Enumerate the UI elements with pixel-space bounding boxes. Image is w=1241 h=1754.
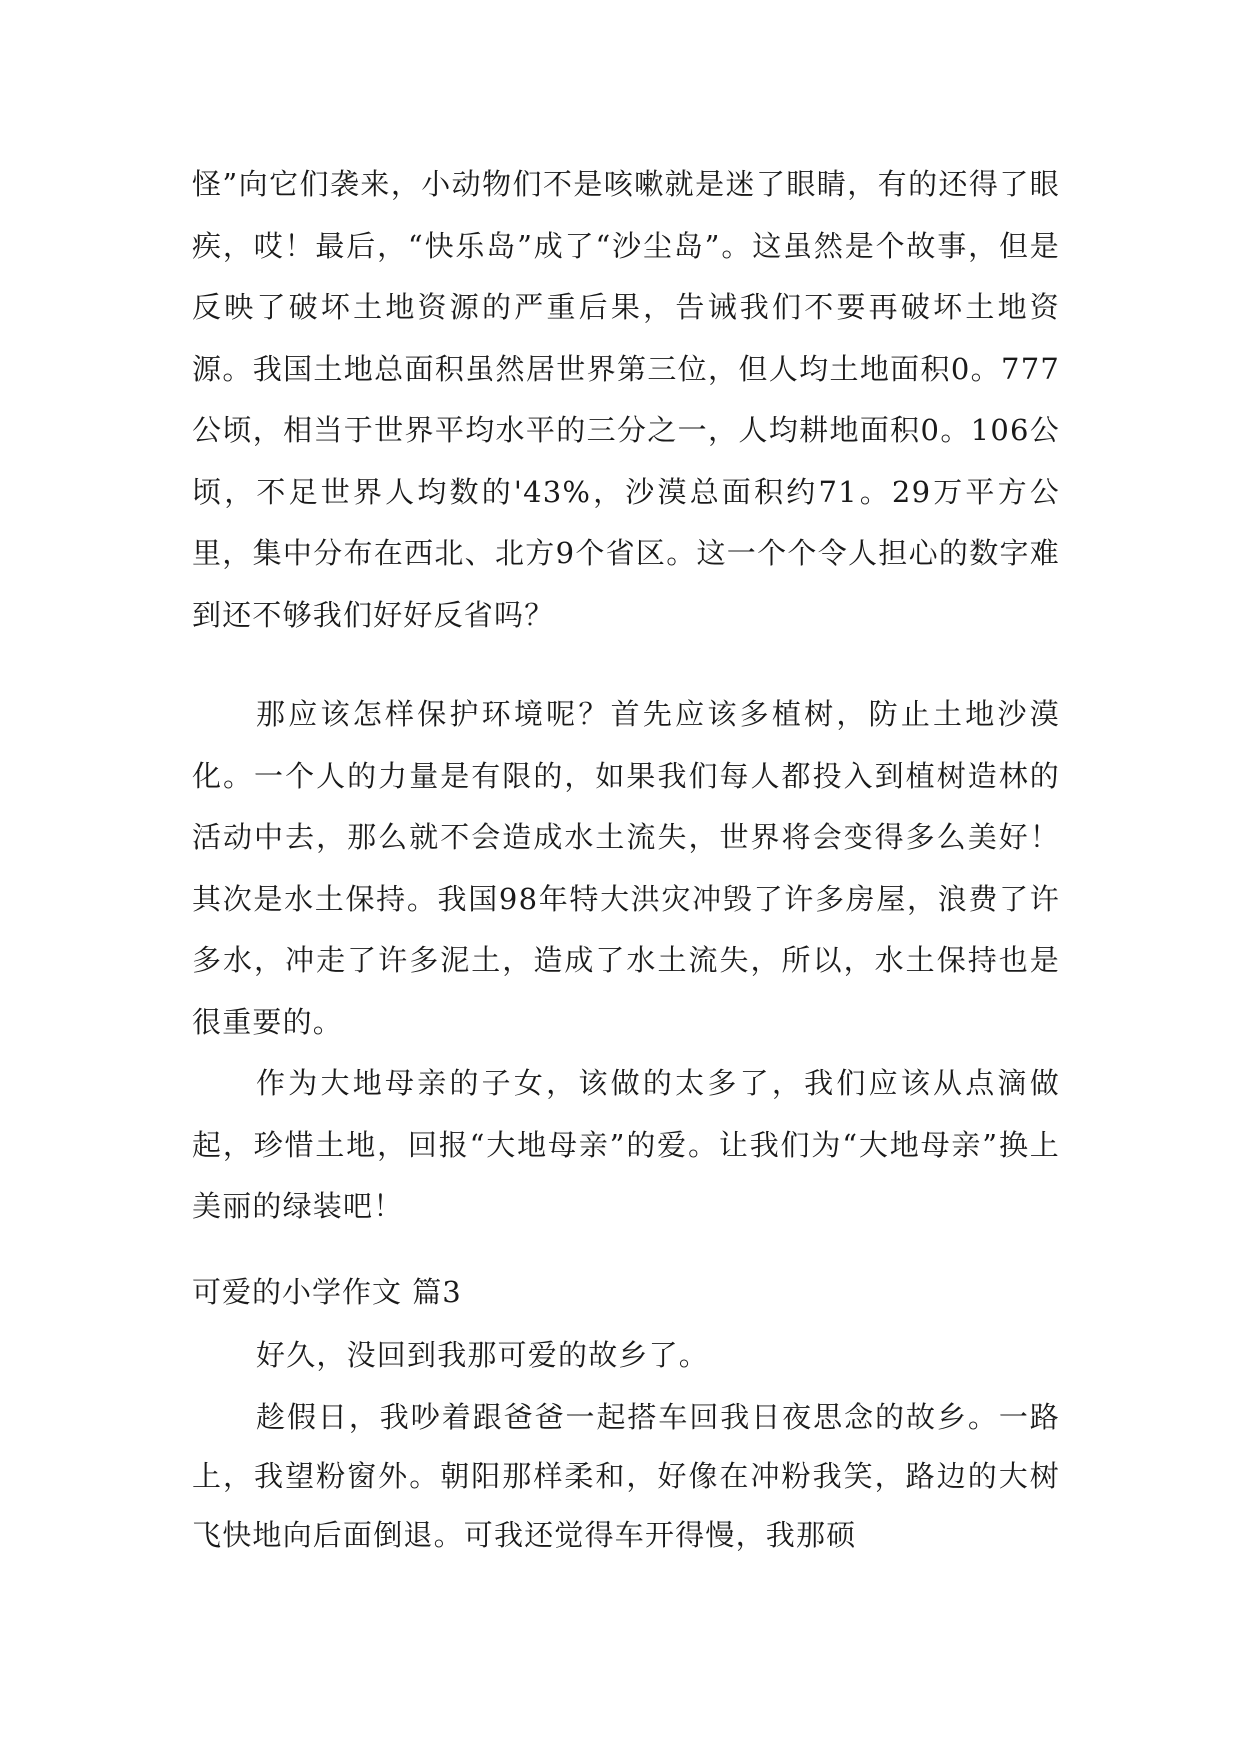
section-title: 可爱的小学作文 篇3 — [192, 1275, 462, 1309]
paragraph-mother-earth: 作为大地母亲的子女，该做的太多了，我们应该从点滴做起，珍惜土地，回报“大地母亲”的爱。让我们为“大地母亲”换上美丽的绿装吧！ — [192, 1066, 1060, 1223]
paragraph-land-resources: 怪”向它们袭来，小动物们不是咳嗽就是迷了眼睛，有的还得了眼疾，哎！最后，“快乐岛”成了“沙尘岛”。这虽然是个故事，但是反映了破坏土地资源的严重后果，告诫我们不要再破坏土地资源。我国土地总面积虽然居世界第三位，但人均土地面积0。777公顷，相当于世界平均水平的三分之一，人均耕地面积0。106公顷，不足世界人均数的'43%，沙漠总面积约71。29万平方公里，集中分布在西北、北方9个省区。这一个个令人担心的数字难到还不够我们好好反省吗？ — [192, 167, 1060, 632]
paragraph-protect-environment: 那应该怎样保护环境呢？首先应该多植树，防止土地沙漠化。一个人的力量是有限的，如果我们每人都投入到植树造林的活动中去，那么就不会造成水土流失，世界将会变得多么美好！其次是水土保持。我国98年特大洪灾冲毁了许多房屋，浪费了许多水，冲走了许多泥土，造成了水土流失，所以，水土保持也是很重要的。 — [192, 697, 1060, 1039]
paragraph-hometown-intro: 好久，没回到我那可爱的故乡了。 — [256, 1338, 710, 1372]
paragraph-hometown-journey: 趁假日，我吵着跟爸爸一起搭车回我日夜思念的故乡。一路上，我望粉窗外。朝阳那样柔和，好像在冲粉我笑，路边的大树飞快地向后面倒退。可我还觉得车开得慢，我那硕 — [192, 1400, 1060, 1552]
